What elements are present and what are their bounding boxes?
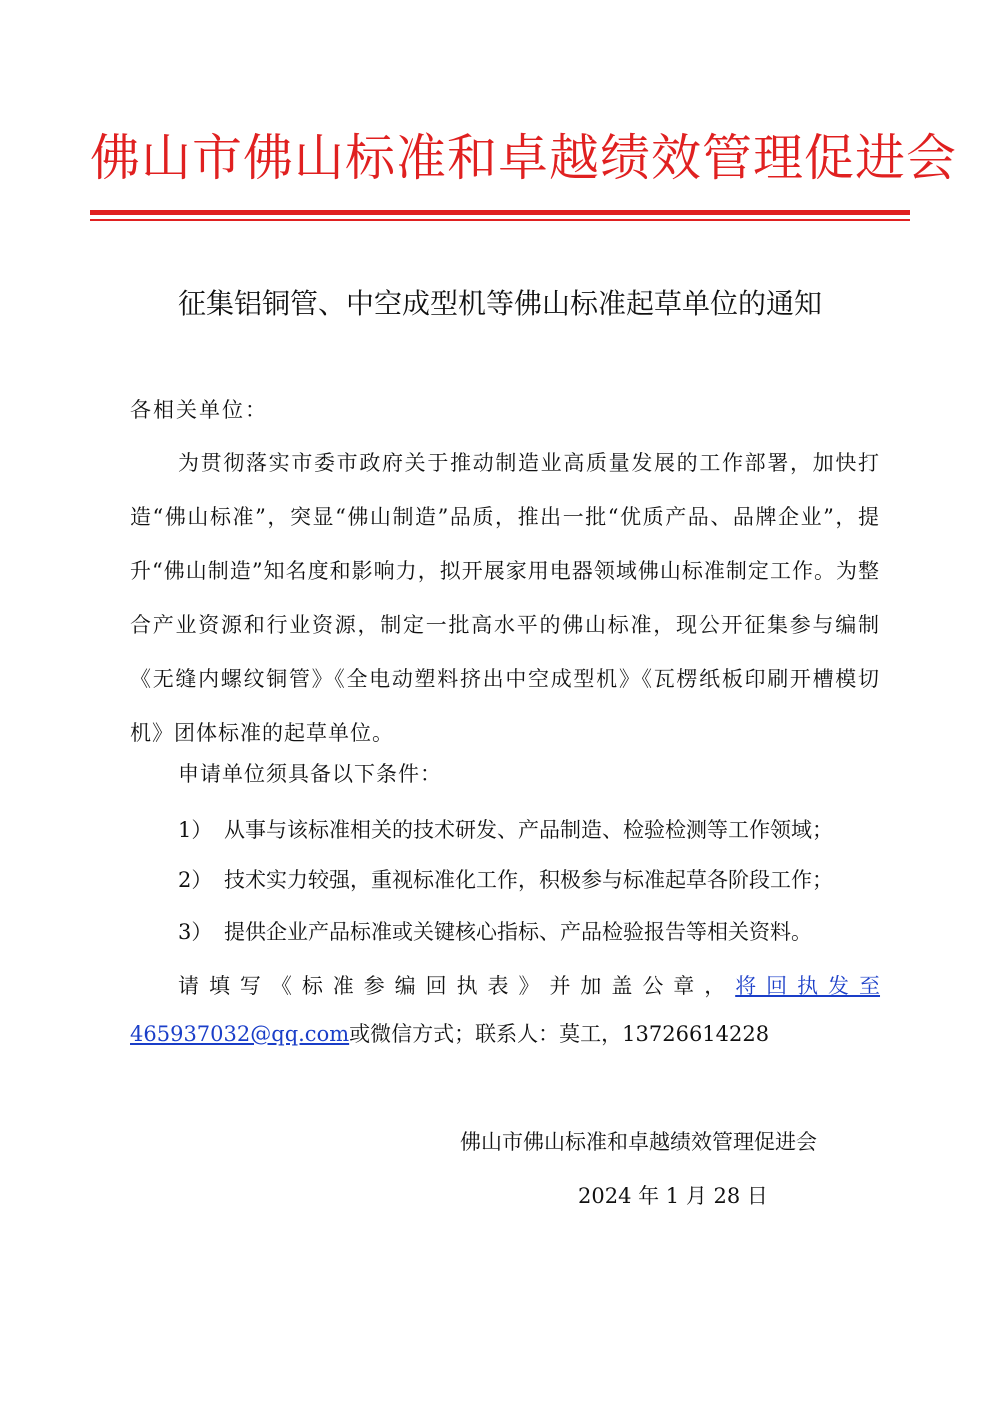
body-paragraph: 为贯彻落实市委市政府关于推动制造业高质量发展的工作部署，加快打造“佛山标准”，突显“佛山制造”品质，推出一批“优质产品、品牌企业”，提升“佛山制造”知名度和影响力，拟开展家用电器领域佛山标准制定工作。为整合产业资源和行业资源，制定一批高水平的佛山标准，现公开征集参与编制《无缝内螺纹铜管》《全电动塑料挤出中空成型机》《瓦楞纸板印刷开槽模切机》团体标准的起草单位。 [130, 451, 880, 745]
request-prefix: 请填写《标准参编回执表》并加盖公章， [178, 974, 736, 998]
condition-number: 2） [178, 868, 213, 892]
condition-item [178, 808, 833, 852]
header-rule-thick [90, 210, 910, 215]
condition-text: 提供企业产品标准或关键核心指标、产品检验报告等相关资料。 [224, 920, 812, 944]
signer-org: 佛山市佛山标准和卓越绩效管理促进会 [460, 1130, 817, 1154]
condition-number: 3） [178, 920, 213, 944]
email-link[interactable]: 将回执发至465937032@qq.com [130, 974, 881, 1046]
header-rule-thin [90, 219, 910, 221]
condition-number: 1） [178, 818, 213, 842]
request-suffix: 或微信方式；联系人：莫工，13726614228 [349, 1022, 770, 1046]
document-date: 2024 年 1 月 28 日 [578, 1184, 768, 1208]
org-header-title: 佛山市佛山标准和卓越绩效管理促进会 [90, 129, 957, 187]
notice-title: 征集铝铜管、中空成型机等佛山标准起草单位的通知 [177, 287, 822, 320]
condition-text: 技术实力较强，重视标准化工作，积极参与标准起草各阶段工作； [224, 868, 833, 892]
condition-item [178, 910, 812, 954]
submission-instructions [130, 962, 880, 1058]
condition-item [178, 858, 833, 902]
salutation: 各相关单位： [130, 398, 268, 422]
conditions-intro: 申请单位须具备以下条件： [178, 762, 442, 786]
condition-text: 从事与该标准相关的技术研发、产品制造、检验检测等工作领域； [224, 818, 833, 842]
